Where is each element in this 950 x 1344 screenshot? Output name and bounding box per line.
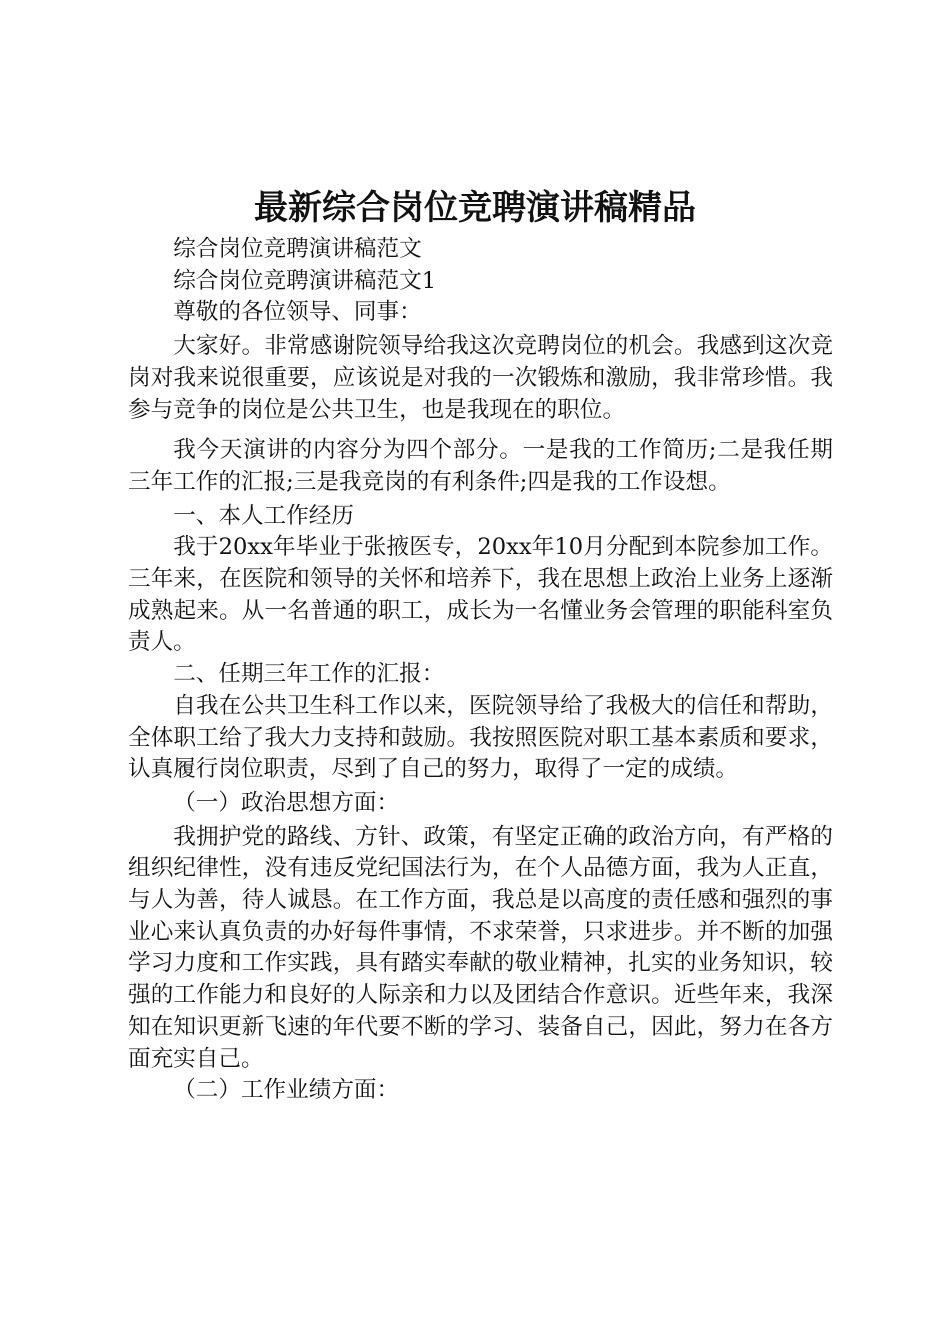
paragraph-subtitle-1: 综合岗位竞聘演讲稿范文1	[173, 267, 437, 294]
document-title: 最新综合岗位竞聘演讲稿精品	[254, 188, 696, 228]
paragraph-work-experience: 我于20xx年毕业于张掖医专，20xx年10月分配到本院参加工作。三年来，在医院和领导的关怀和培养下，我在思想上政治上业务上逐渐成熟起来。从一名普通的职工，成长为一名懂业务会管理的职能科室负责人。	[128, 534, 833, 656]
heading-work-experience: 一、本人工作经历	[173, 502, 354, 529]
paragraph-salutation: 尊敬的各位领导、同事：	[173, 299, 422, 326]
paragraph-subtitle: 综合岗位竞聘演讲稿范文	[173, 236, 422, 262]
paragraph-political: 我拥护党的路线、方针、政策，有坚定正确的政治方向，有严格的组织纪律性，没有违反党纪国法行为，在个人品德方面，我为人正直，与人为善，待人诚恳。在工作方面，我总是以高度的责任感和强烈的事业心来认真负责的办好每件事情，不求荣誉，只求进步。并不断的加强学习力度和工作实践，具有踏实奉献的敬业精神，扎实的业务知识，较强的工作能力和良好的人际亲和力以及团结合作意识。近些年来，我深知在知识更新飞速的年代要不断的学习、装备自己，因此，努力在各方面充实自己。	[128, 823, 833, 1072]
heading-work-report: 二、任期三年工作的汇报：	[173, 661, 445, 688]
paragraph-greeting: 大家好。非常感谢院领导给我这次竞聘岗位的机会。我感到这次竞岗对我来说很重要，应该说是对我的一次锻炼和激励，我非常珍惜。我参与竞争的岗位是公共卫生，也是我现在的职位。	[128, 333, 833, 423]
paragraph-outline: 我今天演讲的内容分为四个部分。一是我的工作简历;二是我任期三年工作的汇报;三是我竞岗的有利条件;四是我的工作设想。	[128, 437, 833, 495]
heading-work-performance: （二）工作业绩方面：	[173, 1077, 400, 1104]
heading-political: （一）政治思想方面：	[173, 789, 400, 816]
document-body	[128, 234, 833, 1107]
paragraph-work-report: 自我在公共卫生科工作以来，医院领导给了我极大的信任和帮助，全体职工给了我大力支持和鼓励。我按照医院对职工基本素质和要求，认真履行岗位职责，尽到了自己的努力，取得了一定的成绩。	[128, 692, 833, 783]
